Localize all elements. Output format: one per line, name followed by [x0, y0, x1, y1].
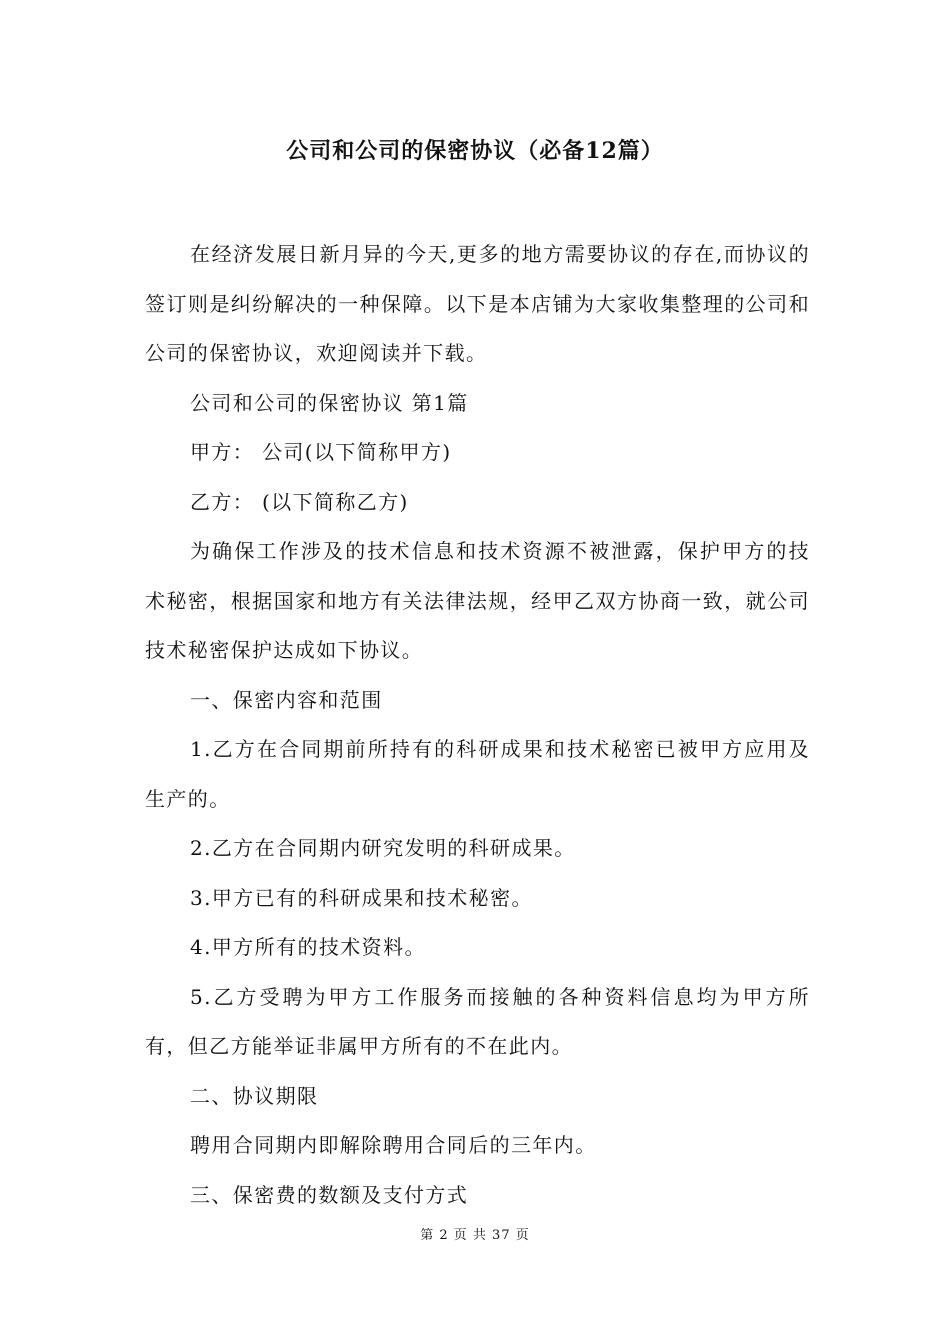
paragraph-item-1: 1.乙方在合同期前所持有的科研成果和技术秘密已被甲方应用及生产的。 — [145, 737, 810, 811]
paragraph-party-b: 乙方： (以下简称乙方) — [190, 489, 409, 514]
paragraph-section-heading: 公司和公司的保密协议 第1篇 — [190, 390, 469, 415]
paragraph-party-a: 甲方： 公司(以下简称甲方) — [190, 440, 452, 464]
paragraph-heading-term: 二、协议期限 — [190, 1083, 319, 1108]
paragraph-term: 聘用合同期内即解除聘用合同后的三年内。 — [190, 1133, 597, 1157]
paragraph-heading-scope: 一、保密内容和范围 — [190, 687, 383, 712]
document-title: 公司和公司的保密协议（必备12篇） — [286, 138, 664, 164]
paragraph-item-2: 2.乙方在合同期内研究发明的科研成果。 — [190, 836, 576, 860]
paragraph-item-5: 5.乙方受聘为甲方工作服务而接触的各种资料信息均为甲方所有，但乙方能举证非属甲方所有的不在此内。 — [145, 984, 810, 1058]
paragraph-purpose: 为确保工作涉及的技术信息和技术资源不被泄露，保护甲方的技术秘密，根据国家和地方有关法律法规，经甲乙双方协商一致，就公司技术秘密保护达成如下协议。 — [145, 539, 810, 662]
paragraph-heading-fee: 三、保密费的数额及支付方式 — [190, 1182, 469, 1207]
paragraph-intro: 在经济发展日新月异的今天,更多的地方需要协议的存在,而协议的签订则是纠纷解决的一种保障。以下是本店铺为大家收集整理的公司和公司的保密协议，欢迎阅读并下载。 — [145, 242, 810, 365]
page-number-label: 第 2 页 共 37 页 — [420, 1228, 530, 1243]
paragraph-item-3: 3.甲方已有的科研成果和技术秘密。 — [190, 885, 533, 910]
paragraph-item-4: 4.甲方所有的技术资料。 — [190, 935, 426, 959]
page-footer — [0, 1226, 950, 1246]
document-body — [145, 230, 810, 1220]
